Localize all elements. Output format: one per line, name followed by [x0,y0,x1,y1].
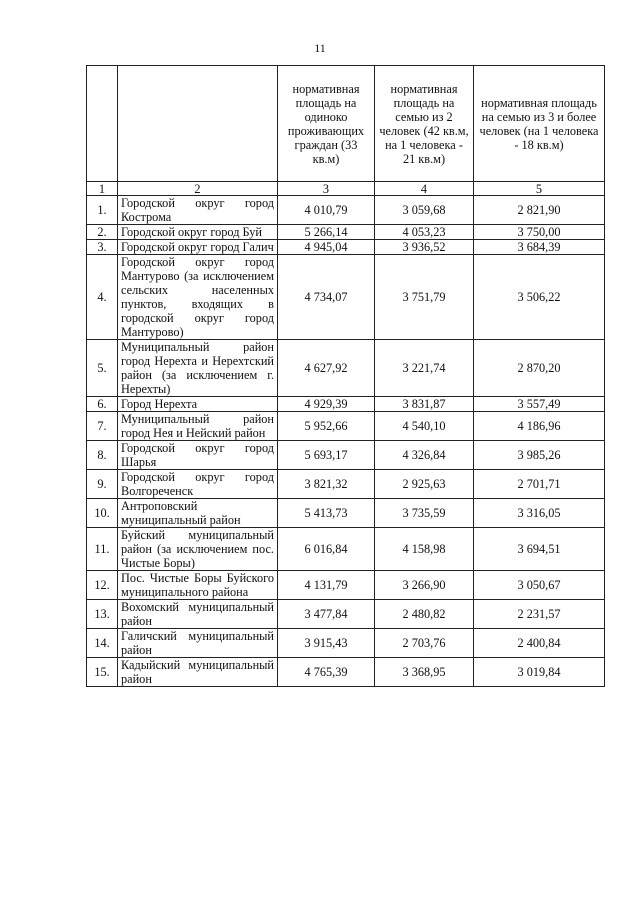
row-number: 5. [87,340,118,397]
single-area-cost: 3 821,32 [278,470,375,499]
family2-area-cost: 3 221,74 [375,340,474,397]
table-row [87,397,605,412]
table-row [87,196,605,225]
family2-area-cost: 3 936,52 [375,240,474,255]
single-area-cost: 5 693,17 [278,441,375,470]
single-area-cost: 3 915,43 [278,629,375,658]
family2-area-cost: 4 158,98 [375,528,474,571]
table-row [87,470,605,499]
single-area-cost: 4 010,79 [278,196,375,225]
single-area-cost: 5 952,66 [278,412,375,441]
family3-area-cost: 3 557,49 [474,397,605,412]
table-row [87,340,605,397]
municipality-name: Городской округ город Буй [118,225,278,240]
row-number: 1. [87,196,118,225]
family2-area-cost: 4 053,23 [375,225,474,240]
municipality-name: Городской округ город Волгореченск [118,470,278,499]
family2-area-cost: 3 735,59 [375,499,474,528]
row-number: 4. [87,255,118,340]
column-number: 3 [278,182,375,196]
single-area-cost: 4 734,07 [278,255,375,340]
family2-area-cost: 3 266,90 [375,571,474,600]
table-row [87,600,605,629]
municipality-name: Галичский муниципальный район [118,629,278,658]
row-number: 7. [87,412,118,441]
table-row [87,658,605,687]
row-number: 6. [87,397,118,412]
single-area-cost: 3 477,84 [278,600,375,629]
family3-area-cost: 2 821,90 [474,196,605,225]
column-number: 2 [118,182,278,196]
municipality-name: Городской округ город Кострома [118,196,278,225]
municipality-name: Вохомский муниципальный район [118,600,278,629]
family2-area-cost: 3 368,95 [375,658,474,687]
family3-area-cost: 3 694,51 [474,528,605,571]
municipality-name: Городской округ город Галич [118,240,278,255]
municipality-name: Город Нерехта [118,397,278,412]
row-number: 3. [87,240,118,255]
single-area-cost: 4 929,39 [278,397,375,412]
row-number: 13. [87,600,118,629]
row-number: 10. [87,499,118,528]
table-row [87,412,605,441]
row-number: 11. [87,528,118,571]
municipality-name: Буйский муниципальный район (за исключением пос. Чистые Боры) [118,528,278,571]
family2-area-cost: 3 831,87 [375,397,474,412]
municipality-name: Муниципальный район город Нерехта и Нерехтский район (за исключением г. Нерехты) [118,340,278,397]
municipality-name: Кадыйский муниципальный район [118,658,278,687]
header-cell-name [118,66,278,182]
row-number: 2. [87,225,118,240]
family3-area-cost: 3 019,84 [474,658,605,687]
table-row [87,629,605,658]
family2-area-cost: 4 326,84 [375,441,474,470]
family2-area-cost: 3 059,68 [375,196,474,225]
single-area-cost: 4 627,92 [278,340,375,397]
row-number: 15. [87,658,118,687]
municipality-name: Городской округ город Мантурово (за исключением сельских населенных пунктов, входящих в городской округ город Мантурово) [118,255,278,340]
municipality-name: Антроповский муниципальный район [118,499,278,528]
family3-area-cost: 2 400,84 [474,629,605,658]
row-number: 12. [87,571,118,600]
row-number: 14. [87,629,118,658]
family3-area-cost: 4 186,96 [474,412,605,441]
family2-area-cost: 2 925,63 [375,470,474,499]
single-area-cost: 5 413,73 [278,499,375,528]
table-row [87,571,605,600]
family3-area-cost: 3 750,00 [474,225,605,240]
municipality-name: Городской округ город Шарья [118,441,278,470]
family3-area-cost: 3 985,26 [474,441,605,470]
family2-area-cost: 3 751,79 [375,255,474,340]
municipality-name: Пос. Чистые Боры Буйского муниципального района [118,571,278,600]
housing-cost-table [86,65,605,687]
family3-area-cost: 2 870,20 [474,340,605,397]
single-area-cost: 4 945,04 [278,240,375,255]
page-number: 11 [314,41,326,55]
table-row [87,499,605,528]
single-area-cost: 5 266,14 [278,225,375,240]
table-row [87,240,605,255]
table-row [87,225,605,240]
column-number: 5 [474,182,605,196]
family3-area-cost: 3 684,39 [474,240,605,255]
family3-area-cost: 3 050,67 [474,571,605,600]
table-row [87,255,605,340]
family3-area-cost: 2 701,71 [474,470,605,499]
family2-area-cost: 4 540,10 [375,412,474,441]
family3-area-cost: 3 506,22 [474,255,605,340]
header-cell-number [87,66,118,182]
table-row [87,441,605,470]
municipality-name: Муниципальный район город Нея и Нейский район [118,412,278,441]
column-number: 4 [375,182,474,196]
table-header-row [87,66,605,182]
family3-area-cost: 2 231,57 [474,600,605,629]
header-cell-family-2: нормативная площадь на семью из 2 человек (42 кв.м, на 1 человека - 21 кв.м) [375,66,474,182]
single-area-cost: 4 765,39 [278,658,375,687]
family2-area-cost: 2 480,82 [375,600,474,629]
row-number: 8. [87,441,118,470]
header-cell-single: нормативная площадь на одиноко проживающих граждан (33 кв.м) [278,66,375,182]
family3-area-cost: 3 316,05 [474,499,605,528]
header-cell-family-3: нормативная площадь на семью из 3 и более человек (на 1 человека - 18 кв.м) [474,66,605,182]
column-number: 1 [87,182,118,196]
column-number-row [87,182,605,196]
single-area-cost: 6 016,84 [278,528,375,571]
row-number: 9. [87,470,118,499]
table-row [87,528,605,571]
family2-area-cost: 2 703,76 [375,629,474,658]
single-area-cost: 4 131,79 [278,571,375,600]
